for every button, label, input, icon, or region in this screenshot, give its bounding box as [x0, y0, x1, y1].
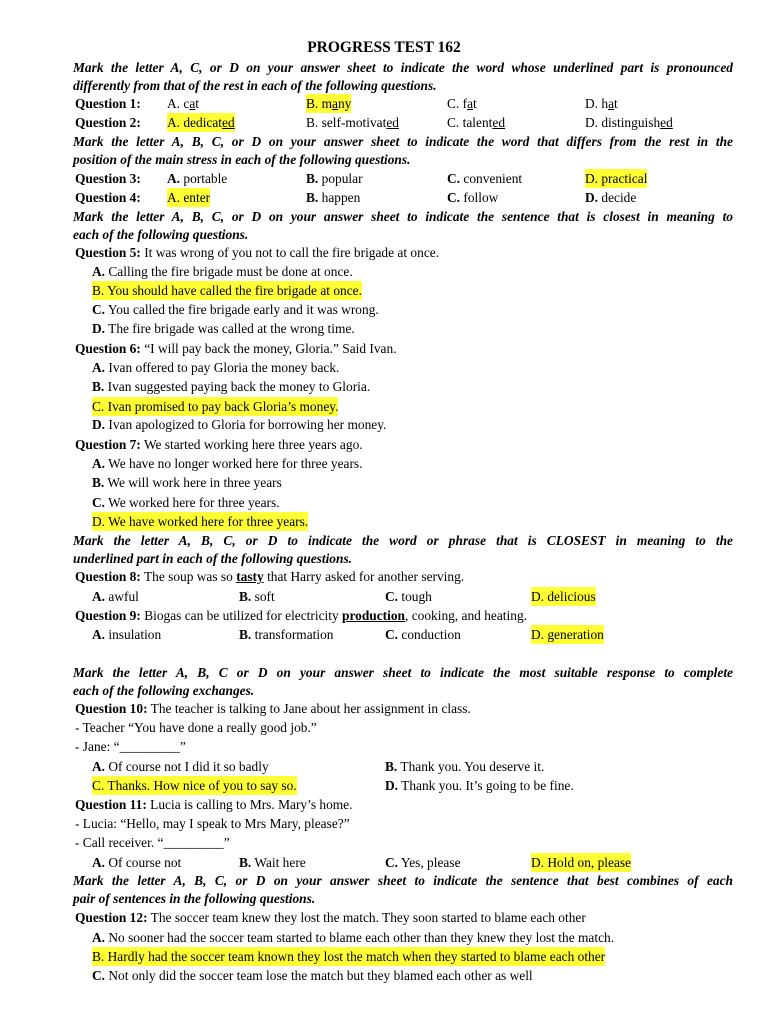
question-7 — [0, 435, 768, 454]
question-5 — [0, 243, 768, 262]
option-a-answer: A. enter — [167, 190, 211, 205]
q7-option-b: B. We will work here in three years — [92, 475, 282, 490]
q7-option-c: C. We worked here for three years. — [92, 495, 280, 510]
question-text: We started working here three years ago. — [140, 437, 363, 452]
question-8: Question 8: The soup was so tasty that Harry asked for another serving. — [75, 569, 465, 584]
option-a-answer: A. dedicated — [167, 115, 235, 130]
q10-dialogue-2: - Jane: “_________” — [75, 739, 186, 754]
instruction-pronunciation-line1: Mark the letter A, C, or D on your answer sheet to indicate the word whose underlined part is pronounced — [73, 60, 733, 75]
instruction-closest-line1: Mark the letter A, B, C, or D to indicate the word or phrase that is CLOSEST in meaning to the — [73, 533, 733, 548]
instruction-combine-line1: Mark the letter A, B, C, or D on your answer sheet to indicate the sentence that best combines of each — [73, 873, 733, 888]
option-b: B. transformation — [239, 627, 334, 642]
option-c: C. follow — [447, 190, 499, 205]
question-2 — [0, 113, 768, 132]
option-a: A. insulation — [92, 627, 162, 642]
q5-option-c: C. You called the fire brigade early and it was wrong. — [92, 302, 379, 317]
option-d-answer: D. generation — [531, 627, 604, 642]
instruction-stress-line2: position of the main stress in each of the following questions. — [73, 152, 411, 167]
question-4 — [0, 188, 768, 207]
option-b: B. self-motivated — [306, 115, 399, 130]
option-b: B. Thank you. You deserve it. — [385, 759, 545, 774]
option-b: B. happen — [306, 190, 361, 205]
option-d: D. distinguished — [585, 115, 673, 130]
option-d: D. hat — [585, 96, 618, 111]
question-label: Question 11: — [75, 797, 147, 812]
q8-options — [0, 587, 768, 606]
q12-option-b-answer: B. Hardly had the soccer team known they lost the match when they started to blame each other — [92, 949, 606, 964]
option-c: C. fat — [447, 96, 477, 111]
option-c: C. Yes, please — [385, 855, 461, 870]
option-d-answer: D. Hold on, please — [531, 855, 632, 870]
question-label: Question 1: — [75, 96, 141, 111]
instruction-response-line2: each of the following exchanges. — [73, 683, 255, 698]
question-3 — [0, 169, 768, 188]
q6-option-c-answer: C. Ivan promised to pay back Gloria’s money. — [92, 399, 339, 414]
question-label: Question 9: — [75, 608, 141, 623]
option-d: D. Thank you. It’s going to be fine. — [385, 778, 574, 793]
option-c: C. talented — [447, 115, 506, 130]
instruction-pronunciation-line2: differently from that of the rest in each of the following questions. — [73, 78, 437, 93]
q6-option-a: A. Ivan offered to pay Gloria the money back. — [92, 360, 340, 375]
q5-option-b-answer: B. You should have called the fire brigade at once. — [92, 283, 362, 298]
q10-options-row1 — [0, 757, 768, 776]
question-text: The teacher is talking to Jane about her assignment in class. — [147, 701, 471, 716]
instruction-meaning-line1: Mark the letter A, B, C, or D on your answer sheet to indicate the sentence that is closest in meaning to — [73, 209, 733, 224]
question-label: Question 8: — [75, 569, 141, 584]
q10-options-row2 — [0, 776, 768, 795]
option-d-answer: D. delicious — [531, 589, 596, 604]
q12-option-a: A. No sooner had the soccer team started to blame each other than they knew they lost the match. — [92, 930, 615, 945]
option-c: C. convenient — [447, 171, 523, 186]
question-label: Question 12: — [75, 910, 148, 925]
instruction-closest-line2: underlined part in each of the following questions. — [73, 551, 353, 566]
question-6 — [0, 339, 768, 358]
option-d-answer: D. practical — [585, 171, 648, 186]
question-label: Question 10: — [75, 701, 148, 716]
q6-option-b: B. Ivan suggested paying back the money to Gloria. — [92, 379, 371, 394]
option-a: A. awful — [92, 589, 139, 604]
q5-option-d: D. The fire brigade was called at the wrong time. — [92, 321, 355, 336]
option-a: A. Of course not — [92, 855, 182, 870]
option-a: A. cat — [167, 96, 199, 111]
q7-option-a: A. We have no longer worked here for three years. — [92, 456, 363, 471]
q12-option-c: C. Not only did the soccer team lose the match but they blamed each other as well — [92, 968, 533, 983]
option-c: C. tough — [385, 589, 432, 604]
question-text: It was wrong of you not to call the fire brigade at once. — [140, 245, 440, 260]
q11-dialogue-1: - Lucia: “Hello, may I speak to Mrs Mary, please?” — [75, 816, 350, 831]
q7-option-d-answer: D. We have worked here for three years. — [92, 514, 309, 529]
option-c: C. conduction — [385, 627, 461, 642]
option-c-answer: C. Thanks. How nice of you to say so. — [92, 778, 297, 793]
option-b: B. soft — [239, 589, 275, 604]
q11-options — [0, 853, 768, 872]
question-label: Question 7: — [75, 437, 141, 452]
question-label: Question 2: — [75, 115, 141, 130]
option-b: B. Wait here — [239, 855, 306, 870]
q11-dialogue-2: - Call receiver. “_________” — [75, 835, 230, 850]
option-a: A. portable — [167, 171, 228, 186]
question-1 — [0, 94, 768, 113]
question-10 — [0, 699, 768, 718]
instruction-combine-line2: pair of sentences in the following questions. — [73, 891, 316, 906]
underlined-word: tasty — [236, 569, 264, 584]
question-text: The soccer team knew they lost the match. They soon started to blame each other — [147, 910, 586, 925]
option-b: B. popular — [306, 171, 363, 186]
question-label: Question 3: — [75, 171, 141, 186]
question-label: Question 6: — [75, 341, 141, 356]
question-11 — [0, 795, 768, 814]
question-text: Lucia is calling to Mrs. Mary’s home. — [146, 797, 353, 812]
instruction-stress-line1: Mark the letter A, B, C, or D on your answer sheet to indicate the word that differs from the rest in the — [73, 134, 733, 149]
question-9: Question 9: Biogas can be utilized for electricity production, cooking, and heating. — [75, 608, 527, 623]
underlined-word: production — [342, 608, 406, 623]
q10-dialogue-1: - Teacher “You have done a really good job.” — [75, 720, 317, 735]
instruction-meaning-line2: each of the following questions. — [73, 227, 249, 242]
option-b-answer: B. many — [306, 96, 352, 111]
question-12 — [0, 908, 768, 927]
question-label: Question 5: — [75, 245, 141, 260]
q9-options — [0, 625, 768, 644]
instruction-response-line1: Mark the letter A, B, C or D on your answer sheet to indicate the most suitable response to complete — [73, 665, 733, 680]
q6-option-d: D. Ivan apologized to Gloria for borrowing her money. — [92, 417, 387, 432]
question-text: “I will pay back the money, Gloria.” Said Ivan. — [140, 341, 397, 356]
option-a: A. Of course not I did it so badly — [92, 759, 269, 774]
q5-option-a: A. Calling the fire brigade must be done at once. — [92, 264, 353, 279]
option-d: D. decide — [585, 190, 637, 205]
page-title: PROGRESS TEST 162 — [307, 39, 461, 56]
question-label: Question 4: — [75, 190, 141, 205]
